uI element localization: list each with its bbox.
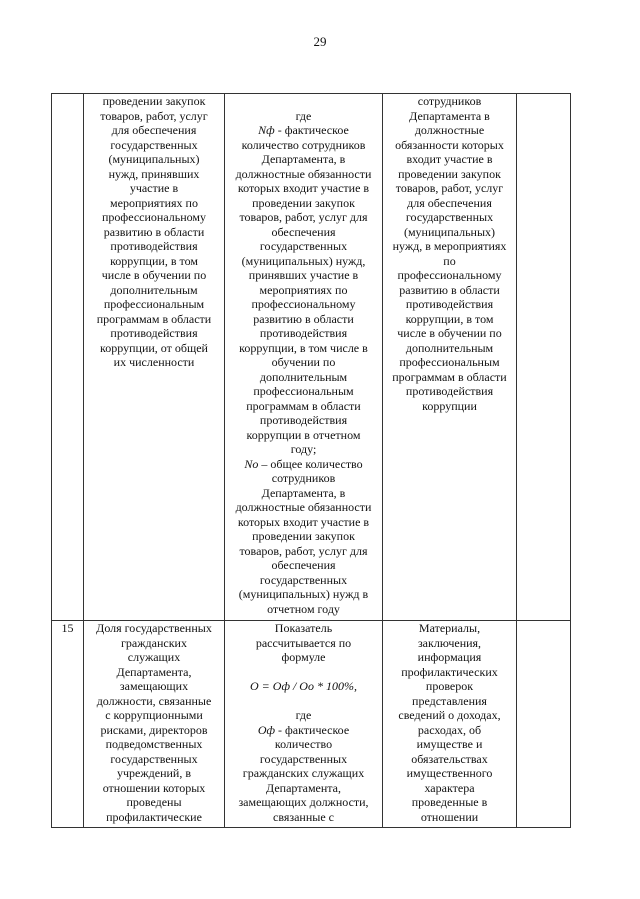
text-line: профилактических [401, 664, 498, 679]
text-line: проведении закупок [398, 166, 501, 181]
text-line: Доля государственных [96, 621, 212, 635]
text-line: (муниципальных) нужд в [238, 587, 369, 601]
text-line: коррупции, в том [110, 253, 198, 268]
text-line: нужд, в мероприятиях [392, 239, 507, 253]
text-line: Материалы, [418, 621, 481, 635]
of-definition: - фактическое [275, 722, 350, 737]
of-symbol: Оф [257, 722, 276, 737]
text-line: коррупции, от общей [100, 340, 208, 355]
text-line: дополнительным [110, 282, 198, 297]
formula-term-line [227, 457, 380, 472]
formula: О = Оф / Оо * 100%, [250, 679, 357, 693]
text-line: году; [290, 442, 317, 456]
indicator-cell [84, 621, 225, 828]
text-line: характера [424, 780, 475, 795]
text-line: замещающих должности, [238, 795, 369, 809]
text-line: профессиональным [399, 355, 500, 369]
text-line: профессиональному [251, 297, 356, 311]
text-line: противодействия [110, 326, 198, 340]
text-line: количество [274, 737, 333, 751]
text-line: противодействия [259, 413, 348, 427]
text-line: с коррупционными [105, 708, 203, 722]
text-line: по [443, 253, 456, 268]
text-line: программам в области [246, 398, 361, 413]
text-line: Департамента, в [261, 485, 346, 500]
text-line: (муниципальных) [108, 152, 200, 166]
text-line: проведены [126, 795, 182, 809]
text-line: проведении закупок [102, 94, 206, 108]
text-line: государственных [259, 572, 348, 587]
text-line: профилактические [106, 809, 202, 824]
text-line: отчетном году [267, 601, 340, 616]
text-line: обеспечения [271, 558, 336, 572]
method-cell [225, 94, 383, 621]
text-line: количество сотрудников [241, 137, 366, 152]
text-line: служащих [127, 650, 181, 664]
page-number: 29 [313, 34, 327, 49]
text-line: проведении закупок [252, 195, 355, 210]
text-line: проверок [425, 679, 474, 693]
text-line: для обеспечения [407, 195, 492, 210]
text-line: для обеспечения [111, 123, 197, 137]
text-line: имуществе и [416, 737, 483, 751]
text-line: товаров, работ, услуг [100, 108, 208, 123]
text-line: должностные обязанности [235, 500, 372, 514]
formula-term-line [227, 123, 380, 138]
text-line: противодействия [259, 326, 348, 340]
text-line: отношении [420, 809, 479, 824]
text-line: коррупции в отчетном [246, 427, 361, 442]
text-line: которых входит участие в [237, 181, 370, 195]
where-label: где [295, 108, 312, 123]
text-line: должностные обязанности [235, 166, 372, 181]
text-line: противодействия [405, 297, 494, 311]
text-line: отношении которых [102, 780, 206, 795]
text-line: участие в [129, 181, 179, 195]
text-line: государственных [110, 137, 198, 152]
text-line: сотрудников [271, 471, 336, 485]
text-line: государственных [110, 751, 198, 766]
method-cell [225, 621, 383, 828]
text-line: профессиональному [102, 210, 206, 224]
text-line: государственных [405, 210, 494, 224]
text-line: заключения, [417, 635, 482, 650]
text-line: профессиональному [397, 268, 502, 282]
text-line: Департамента, [265, 780, 342, 795]
text-line: принявших участие в [248, 268, 359, 282]
text-line: учреждений, в [116, 766, 191, 780]
text-line: дополнительным [405, 340, 494, 355]
text-line: обязательствах [411, 751, 488, 766]
text-line: товаров, работ, услуг для [239, 543, 368, 558]
row-number-cell: 15 [52, 621, 84, 828]
nf-symbol: Nф [258, 123, 275, 137]
text-line: имущественного [406, 766, 493, 780]
text-line: дополнительным [259, 369, 348, 384]
no-symbol: No [244, 456, 259, 471]
no-definition: – общее количество [258, 456, 363, 471]
text-line: (муниципальных) нужд, [241, 253, 366, 268]
text-line: программам в области [96, 311, 212, 326]
text-line: развитию в области [399, 282, 500, 297]
text-line: числе в обучении по [101, 268, 207, 282]
text-line: развитию в области [103, 224, 205, 239]
source-cell [383, 94, 517, 621]
text-line: противодействия [405, 384, 494, 398]
indicators-table [51, 93, 571, 828]
text-line: Департамента, в [261, 152, 346, 166]
text-line: сотрудников [417, 94, 482, 108]
text-line: рисками, директоров [100, 722, 208, 737]
text-line: Показатель [274, 621, 333, 635]
text-line: программам в области [392, 369, 507, 384]
text-line: обязанности которых [395, 137, 504, 152]
text-line: коррупции, в том [405, 311, 494, 326]
text-line: которых входит участие в [237, 514, 370, 529]
text-line: противодействия [110, 239, 198, 253]
text-line: обеспечения [271, 224, 336, 239]
text-line: коррупции [422, 398, 477, 413]
empty-cell [517, 621, 571, 828]
text-line: Департамента в [409, 108, 490, 123]
text-line: обучении по [271, 355, 336, 369]
text-line: проведении закупок [252, 529, 355, 543]
text-line: гражданских служащих [242, 766, 365, 780]
text-line: информация [417, 650, 482, 664]
text-line: мероприятиях по [259, 282, 348, 297]
text-line: сведений о доходах, [398, 708, 501, 722]
text-line: коррупции, в том числе в [239, 340, 368, 355]
text-line: связанные с [273, 809, 334, 824]
text-line: нужд, принявших [108, 166, 200, 181]
text-line: профессиональным [103, 297, 205, 311]
text-line: рассчитывается по [255, 635, 352, 650]
text-line: числе в обучении по [397, 326, 502, 340]
source-cell [383, 621, 517, 828]
text-line: государственных [259, 751, 348, 766]
text-line: (муниципальных) [403, 224, 496, 239]
text-line: расходах, об [417, 722, 482, 737]
formula-term-line [227, 723, 380, 738]
text-line: государственных [259, 239, 348, 253]
nf-definition: - фактическое [274, 123, 349, 137]
indicator-cell [84, 94, 225, 621]
text-line: подведомственных [105, 737, 203, 751]
text-line: развитию в области [253, 311, 354, 326]
text-line: Департамента, [116, 664, 192, 679]
text-line: их численности [113, 355, 195, 369]
text-line: проведенные в [411, 795, 488, 809]
text-line: должности, связанные [96, 693, 212, 708]
text-line: должностные [414, 123, 485, 137]
text-line: замещающих [119, 679, 189, 693]
text-line: товаров, работ, услуг для [239, 210, 368, 224]
table-row [52, 94, 571, 621]
text-line: формуле [281, 650, 326, 664]
text-line: представления [412, 693, 487, 708]
text-line: гражданских [121, 635, 187, 650]
row-number-cell [52, 94, 84, 621]
text-line: мероприятиях по [110, 195, 198, 210]
table-row [52, 621, 571, 828]
text-line: профессиональным [253, 384, 354, 398]
empty-cell [517, 94, 571, 621]
where-label: где [295, 708, 312, 722]
text-line: товаров, работ, услуг [395, 181, 504, 195]
text-line: входит участие в [406, 152, 493, 166]
